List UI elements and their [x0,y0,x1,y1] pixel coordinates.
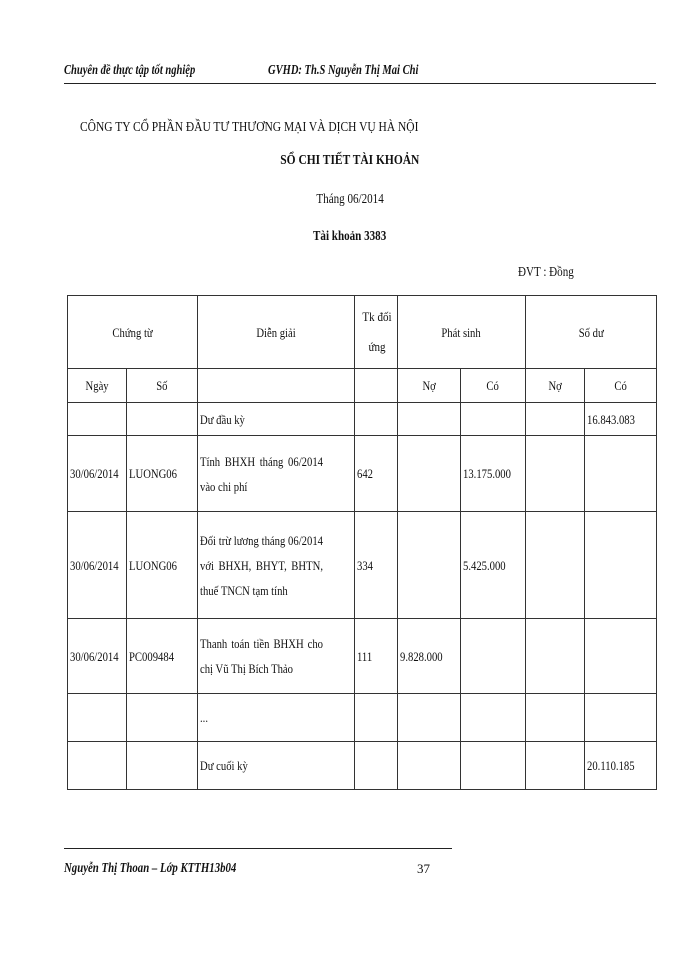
row-credit [461,619,526,694]
row-debit [398,512,461,619]
document-month: Tháng 06/2014 [316,191,384,206]
row-credit: 13.175.000 [461,436,526,512]
document-account: Tài khoản 3383 [313,228,387,243]
table-row [68,436,657,512]
footer-divider [64,848,452,849]
header-balance: Số dư [526,296,657,369]
row-account: 111 [355,619,398,694]
header-balance-debit: Nợ [526,369,585,403]
row-account: 642 [355,436,398,512]
row-date: 30/06/2014 [68,512,127,619]
row-date: 30/06/2014 [68,436,127,512]
row-debit: 9.828.000 [398,619,461,694]
header-debit: Nợ [398,369,461,403]
row-number: LUONG06 [127,512,198,619]
header-number: Số [127,369,198,403]
header-credit: Có [461,369,526,403]
document-title: SỔ CHI TIẾT TÀI KHOẢN [280,153,420,168]
ellipsis-row [68,694,657,742]
row-credit: 5.425.000 [461,512,526,619]
row-account: 334 [355,512,398,619]
closing-label: Dư cuối kỳ [198,742,355,790]
header-supervisor: GVHD: Th.S Nguyễn Thị Mai Chi [268,62,419,77]
currency-unit: ĐVT : Đồng [518,264,574,279]
row-description: Đối trừ lương tháng 06/2014 với BHXH, BHYT, BHTN, thuế TNCN tạm tính [198,512,355,619]
header-transactions: Phát sinh [398,296,526,369]
row-date: 30/06/2014 [68,619,127,694]
opening-label: Dư đầu kỳ [198,403,355,436]
header-voucher: Chứng từ [68,296,198,369]
opening-balance-credit: 16.843.083 [585,403,657,436]
closing-balance-credit: 20.110.185 [585,742,657,790]
footer-author: Nguyễn Thị Thoan – Lớp KTTH13b04 [64,860,237,875]
page-number: 37 [417,861,430,876]
row-number: PC009484 [127,619,198,694]
row-description: Thanh toán tiền BHXH cho chị Vũ Thị Bích Thảo [198,619,355,694]
ellipsis: ... [198,694,355,742]
header-empty [198,369,355,403]
table-row [68,619,657,694]
header-divider [64,83,656,84]
ledger-table [67,295,657,790]
header-balance-credit: Có [585,369,657,403]
header-empty [355,369,398,403]
opening-balance-row [68,403,657,436]
company-name: CÔNG TY CỔ PHẦN ĐẦU TƯ THƯƠNG MẠI VÀ DỊCH VỤ HÀ NỘI [80,120,419,135]
table-row [68,512,657,619]
row-description: Tính BHXH tháng 06/2014 vào chi phí [198,436,355,512]
header-course-title: Chuyên đề thực tập tốt nghiệp [64,62,196,77]
table-subheader-row [68,369,657,403]
table-header-row [68,296,657,369]
row-debit [398,436,461,512]
closing-balance-row [68,742,657,790]
header-description: Diễn giải [198,296,355,369]
header-date: Ngày [68,369,127,403]
header-counter-account: Tk đối ứng [355,296,398,369]
row-number: LUONG06 [127,436,198,512]
